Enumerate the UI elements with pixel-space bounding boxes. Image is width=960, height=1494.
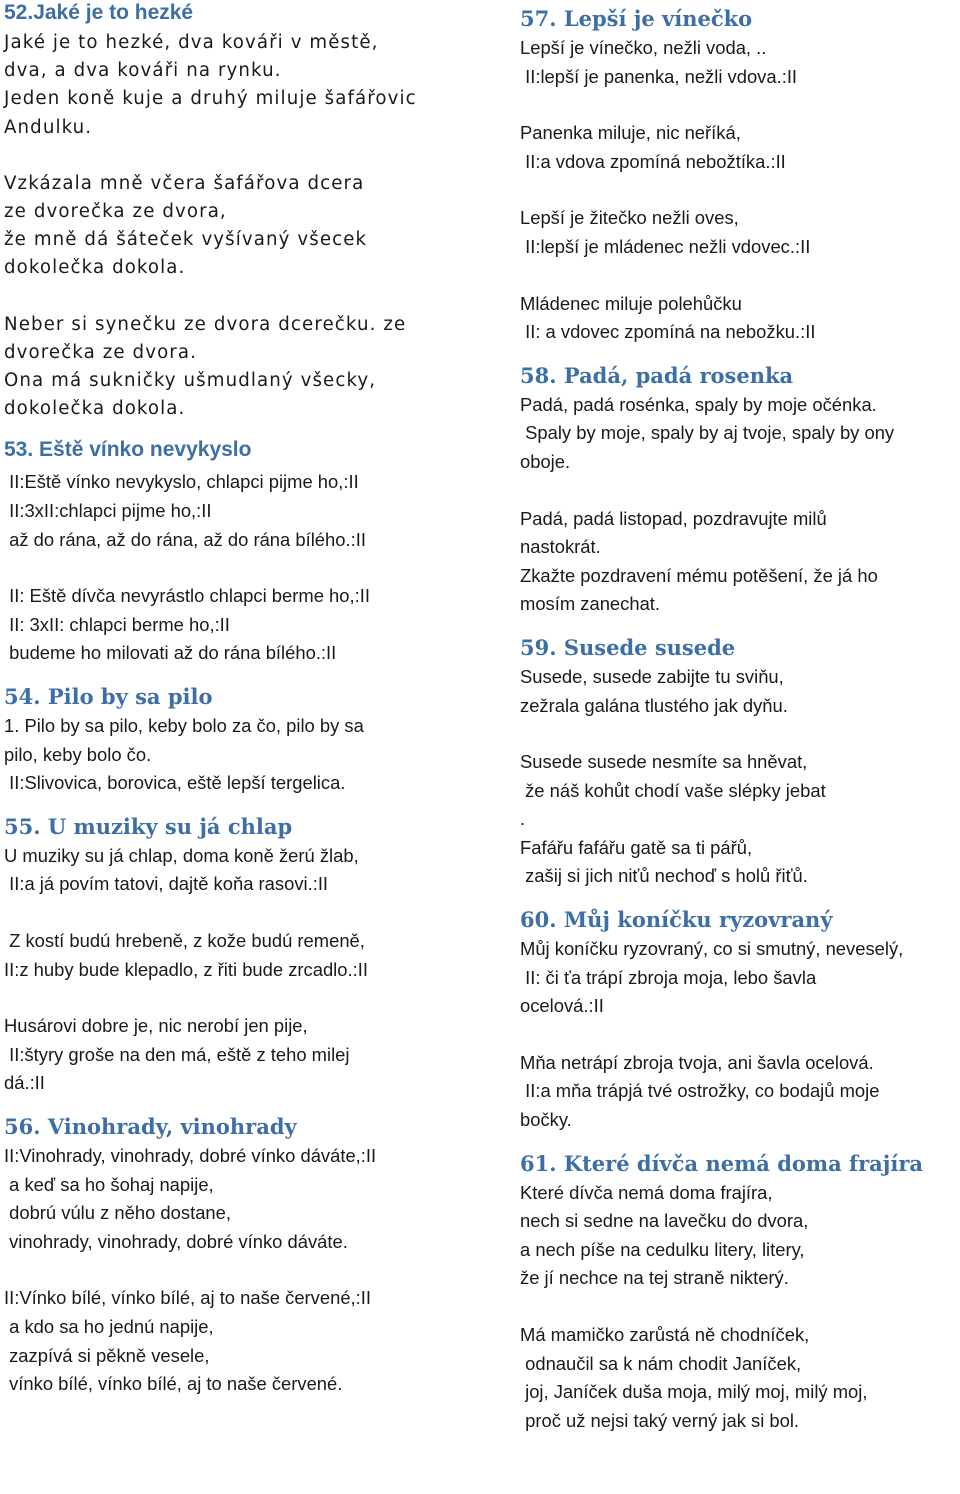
stanza	[520, 1179, 960, 1293]
lyric-line: II:3xII:chlapci pijme ho,:II	[4, 500, 212, 522]
lyric-line: zašij si jich niťů nechoď s holů řiťů.	[520, 865, 808, 887]
stanza	[4, 1142, 470, 1256]
song-53	[4, 437, 470, 668]
song-52	[4, 0, 470, 423]
lyric-line: .	[520, 808, 526, 830]
stanza	[4, 582, 470, 668]
lyric-line: Můj koníčku ryzovraný, co si smutný, neveselý,	[520, 938, 904, 960]
stanza	[520, 391, 960, 477]
lyric-line: Padá, padá rosénka, spaly by moje očénka.	[520, 393, 877, 415]
stanza	[520, 119, 960, 176]
lyric-line: až do rána, až do rána, až do rána bílého.:II	[4, 528, 366, 550]
stanza	[4, 468, 470, 554]
lyric-line: nech si sedne na lavečku do dvora,	[520, 1210, 809, 1232]
lyric-line: Které dívča nemá doma frajíra,	[520, 1181, 773, 1203]
lyric-line: Panenka miluje, nic neříká,	[520, 122, 741, 144]
lyric-line: že jí nechce na tej straně nikterý.	[520, 1267, 789, 1289]
lyric-line: Má mamičko zarůstá ně chodníček,	[520, 1324, 810, 1345]
stanza	[520, 34, 960, 91]
lyric-line: a keď sa ho šohaj napije,	[4, 1173, 214, 1195]
lyric-line: Husárovi dobre je, nic nerobí jen pije,	[4, 1015, 308, 1037]
lyric-line: Mňa netrápí zbroja tvoja, ani šavla ocelová.	[520, 1051, 874, 1073]
lyric-line: Jeden koně kuje a druhý miluje šafářovic	[4, 88, 417, 110]
lyric-line: odnaučil sa k nám chodit Janíček,	[520, 1352, 802, 1374]
lyric-line: II:lepší je mládenec nežli vdovec.:II	[520, 235, 811, 257]
lyric-line: zazpívá si pěkně vesele,	[4, 1344, 210, 1366]
lyric-line: Lepší je žitečko nežli oves,	[520, 207, 739, 229]
stanza	[4, 712, 470, 798]
song-title: 61. Které dívča nemá doma frajíra	[520, 1150, 924, 1176]
song-60	[520, 905, 960, 1135]
lyric-line: zežrala galána tlustého jak dyňu.	[520, 694, 788, 716]
song-title: 55. U muziky su já chlap	[4, 813, 293, 839]
stanza	[520, 1321, 960, 1435]
lyric-line: II: Eště dívča nevyrástlo chlapci berme ho,:II	[4, 585, 370, 607]
lyric-line: II: 3xII: chlapci berme ho,:II	[4, 613, 230, 635]
song-54	[4, 682, 470, 798]
stanza	[4, 1284, 470, 1398]
lyric-line: dokolečka dokola.	[4, 398, 186, 420]
lyric-line: Lepší je vínečko, nežli voda, ..	[520, 37, 767, 58]
lyric-line: vinohrady, vinohrady, dobré vínko dáváte.	[4, 1230, 348, 1252]
song-title: 54. Pilo by sa pilo	[4, 684, 213, 709]
lyric-line: Padá, padá listopad, pozdravujte milů	[520, 507, 827, 529]
lyric-line: dva, a dva kováři na rynku.	[4, 60, 282, 82]
lyric-line: nastokrát.	[520, 536, 601, 558]
lyric-line: Ona má sukničky ušmudlaný všecky,	[4, 370, 377, 392]
lyric-line: Susede, susede zabijte tu sviňu,	[520, 665, 784, 687]
song-title: 59. Susede susede	[520, 634, 736, 660]
stanza	[520, 935, 960, 1021]
song-57	[520, 4, 960, 347]
stanza	[520, 204, 960, 261]
lyric-line: bočky.	[520, 1109, 572, 1131]
song-title: 53. Eště vínko nevykyslo	[4, 438, 252, 462]
left-column	[4, 0, 470, 1399]
song-title: 60. Můj koníčku ryzovraný	[520, 907, 833, 933]
lyric-line: vínko bílé, vínko bílé, aj to naše červené.	[4, 1373, 343, 1395]
lyric-line: dá.:II	[4, 1072, 45, 1094]
song-title: 52.Jaké je to hezké	[4, 1, 194, 24]
song-59	[520, 633, 960, 891]
song-title: 56. Vinohrady, vinohrady	[4, 1113, 297, 1139]
lyric-line: II:Vinohrady, vinohrady, dobré vínko dáváte,:II	[4, 1144, 377, 1166]
lyric-line: II:Eště vínko nevykyslo, chlapci pijme ho,:II	[4, 471, 359, 493]
lyric-line: II:z huby bude klepadlo, z řiti bude zrcadlo.:II	[4, 958, 368, 980]
lyric-line: Susede susede nesmíte sa hněvat,	[520, 751, 808, 773]
lyric-line: II:a vdova zpomíná nebožtíka.:II	[520, 150, 786, 172]
song-56	[4, 1112, 470, 1399]
stanza	[520, 748, 960, 891]
stanza	[4, 29, 470, 142]
lyric-line: joj, Janíček duša moja, milý moj, milý moj,	[520, 1381, 868, 1403]
lyric-line: II: či ťa trápí zbroja moja, lebo šavla	[520, 966, 817, 988]
lyric-line: proč už nejsi taký verný jak si bol.	[520, 1409, 800, 1431]
lyric-line: Jaké je to hezké, dva kováři v městě,	[4, 32, 379, 53]
lyric-line: Spaly by moje, spaly by aj tvoje, spaly by ony	[520, 422, 895, 444]
lyric-line: oboje.	[520, 450, 571, 472]
song-title: 57. Lepší je vínečko	[520, 6, 753, 31]
song-58	[520, 361, 960, 619]
lyric-line: a nech píše na cedulku litery, litery,	[520, 1238, 805, 1260]
stanza	[520, 663, 960, 720]
lyric-line: ze dvorečka ze dvora,	[4, 201, 227, 223]
stanza	[4, 842, 470, 899]
stanza	[520, 1049, 960, 1135]
lyric-line: a kdo sa ho jednú napije,	[4, 1315, 214, 1337]
lyric-line: budeme ho milovati až do rána bílého.:II	[4, 642, 337, 664]
lyric-line: Fafářu fafářu gatě sa ti pářů,	[520, 836, 753, 858]
stanza	[4, 1012, 470, 1098]
right-column	[520, 0, 960, 1435]
lyric-line: II: a vdovec zpomíná na nebožku.:II	[520, 321, 816, 343]
lyric-line: II:Vínko bílé, vínko bílé, aj to naše červené,:II	[4, 1287, 371, 1309]
lyric-line: II:a já povím tatovi, dajtě koňa rasovi.:II	[4, 873, 329, 895]
lyric-line: pilo, keby bolo čo.	[4, 743, 152, 765]
lyric-line: že mně dá šáteček vyšívaný všecek	[4, 229, 368, 251]
lyric-line: že náš kohůt chodí vaše slépky jebat	[520, 779, 826, 801]
lyric-line: dvorečka ze dvora.	[4, 341, 197, 363]
lyric-line: II:a mňa trápjá tvé ostrožky, co bodajů moje	[520, 1080, 880, 1102]
lyric-line: Zkažte pozdravení mému potěšení, že já ho	[520, 564, 878, 586]
stanza	[4, 927, 470, 984]
song-title: 58. Padá, padá rosenka	[520, 362, 794, 388]
lyric-line: ocelová.:II	[520, 995, 604, 1017]
lyric-line: Andulku.	[4, 116, 93, 138]
stanza	[520, 505, 960, 619]
lyric-line: II:štyry groše na den má, eště z teho milej	[4, 1043, 350, 1065]
stanza	[4, 311, 470, 424]
stanza	[520, 290, 960, 347]
lyric-line: U muziky su já chlap, doma koně žerú žlab,	[4, 844, 359, 866]
lyric-line: Neber si synečku ze dvora dcerečku. ze	[4, 313, 407, 335]
lyric-line: 1. Pilo by sa pilo, keby bolo za čo, pilo by sa	[4, 715, 364, 736]
lyric-line: II:Slivovica, borovica, eště lepší tergelica.	[4, 772, 346, 794]
lyric-line: Vzkázala mně včera šafářova dcera	[4, 172, 365, 194]
lyric-line: II:lepší je panenka, nežli vdova.:II	[520, 65, 798, 87]
lyric-line: dokolečka dokola.	[4, 257, 186, 279]
song-61	[520, 1149, 960, 1436]
lyric-line: Mládenec miluje polehůčku	[520, 292, 742, 314]
lyric-line: Z kostí budú hrebeně, z kože budú remeně,	[4, 929, 365, 951]
lyric-line: dobrú vúlu z něho dostane,	[4, 1202, 231, 1224]
lyric-line: mosím zanechat.	[520, 593, 661, 615]
song-55	[4, 812, 470, 1098]
stanza	[4, 170, 470, 283]
